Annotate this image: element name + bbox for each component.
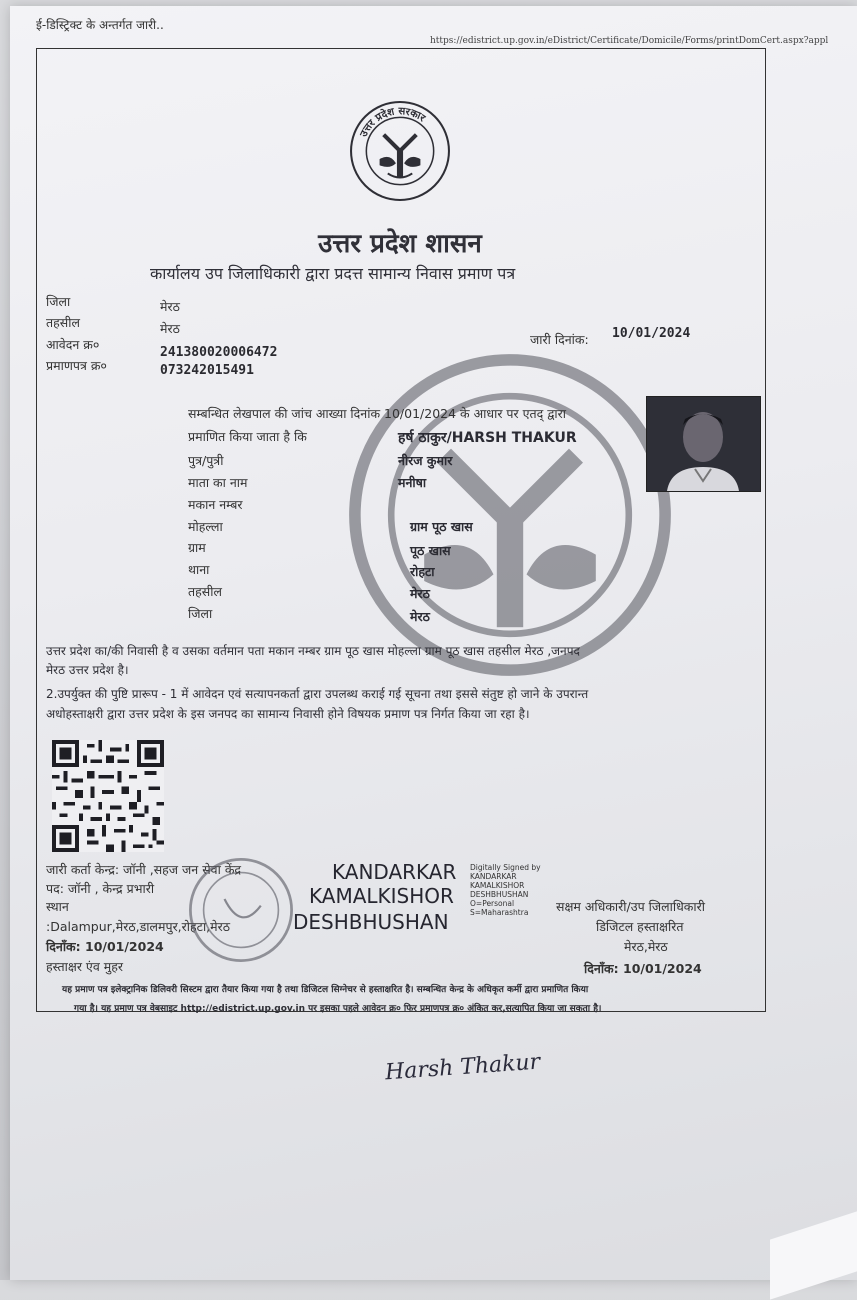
issuer-place-label: स्थान (46, 899, 69, 914)
district-value: मेरठ (160, 299, 180, 314)
body-line-4: अधोहस्ताक्षरी द्वारा उत्तर प्रदेश के इस जनपद का सामान्य निवासी होने विषयक प्रमाण पत्र निर्गत किया जा रहा है। (46, 707, 530, 721)
village-value: पूठ खास (410, 543, 451, 558)
mother-label: माता का नाम (188, 475, 248, 490)
applicant-name: हर्ष ठाकुर/HARSH THAKUR (398, 430, 577, 446)
issuer-post: पद: जॉनी , केन्द्र प्रभारी (46, 881, 155, 896)
footer-line-2: गया है। यह प्रमाण पत्र वेबसाइट http://edistrict.up.gov.in पर इसका पहले आवेदन क्र० फिर प्रमाणपत्र क्र० अंकित कर,सत्यापित किया जा सकता है। (74, 1004, 602, 1014)
officer-digital: डिजिटल हस्ताक्षरित (596, 919, 684, 934)
parent-label: पुत्र/पुत्री (188, 453, 224, 468)
issue-date-label: जारी दिनांक: (530, 332, 589, 347)
header-url: https://edistrict.up.gov.in/eDistrict/Certificate/Domicile/Forms/printDomCert.aspx?appl (430, 36, 829, 46)
qr-code (50, 740, 166, 852)
tehsil-value: मेरठ (160, 321, 180, 336)
centre-stamp (186, 855, 296, 965)
officer-date: दिनाँक: 10/01/2024 (584, 961, 702, 976)
certified-label: प्रमाणित किया जाता है कि (188, 429, 307, 444)
police-station-label: थाना (188, 562, 210, 577)
digital-sign-detail-6: S=Maharashtra (470, 908, 529, 917)
state-title: उत्तर प्रदेश शासन (318, 229, 482, 259)
tehsil-label: तहसील (46, 315, 80, 330)
district-label: जिला (46, 294, 71, 309)
issuer-place-value: :Dalampur,मेरठ,डालमपुर,रोहटा,मेरठ (46, 919, 231, 934)
issuer-date: दिनाँक: 10/01/2024 (46, 939, 164, 954)
officer-place: मेरठ,मेरठ (624, 939, 668, 954)
seal-text: उत्तर प्रदेश सरकार (358, 106, 427, 139)
certificate-subtitle: कार्यालय उप जिलाधिकारी द्वारा प्रदत्त सामान्य निवास प्रमाण पत्र (150, 264, 516, 283)
detail-district-value: मेरठ (410, 609, 430, 624)
office-stamp-watermark (345, 350, 675, 680)
mohalla-value: ग्राम पूठ खास (410, 519, 473, 534)
application-label: आवेदन क्र० (46, 337, 100, 352)
digital-sign-detail-3: KAMALKISHOR (470, 881, 525, 890)
police-station-value: रोहटा (410, 564, 435, 579)
issue-date-value: 10/01/2024 (612, 326, 691, 341)
signer-name-line-2: KAMALKISHOR (309, 884, 454, 908)
issuer-sign-label: हस्ताक्षर एंव मुहर (46, 959, 123, 974)
signer-name-line-3: DESHBHUSHAN (293, 910, 449, 934)
application-number: 241380020006472 (160, 345, 278, 360)
signer-name-line-1: KANDARKAR (332, 860, 457, 884)
certificate-number: 073242015491 (160, 363, 254, 378)
mohalla-label: मोहल्ला (188, 519, 223, 534)
mother-value: मनीषा (398, 475, 427, 490)
person-photo-icon (647, 397, 760, 491)
house-label: मकान नम्बर (188, 497, 243, 512)
detail-tehsil-label: तहसील (188, 584, 222, 599)
digital-sign-detail-4: DESHBHUSHAN (470, 890, 529, 899)
header-note: ई-डिस्ट्रिक्ट के अन्तर्गत जारी.. (36, 18, 164, 32)
issuer-centre: जारी कर्ता केन्द्र: जॉनी ,सहज जन सेवा केंद्र (46, 862, 242, 877)
officer-title: सक्षम अधिकारी/उप जिलाधिकारी (556, 899, 705, 914)
up-government-seal (349, 100, 451, 202)
intro-line: सम्बन्धित लेखपाल की जांच आख्या दिनांक 10/01/2024 के आधार पर एतद् द्वारा (188, 406, 567, 421)
detail-district-label: जिला (188, 606, 213, 621)
digital-sign-detail-2: KANDARKAR (470, 872, 517, 881)
digital-sign-detail-1: Digitally Signed by (470, 863, 541, 872)
body-line-2: मेरठ उत्तर प्रदेश है। (46, 663, 129, 677)
digital-sign-detail-5: O=Personal (470, 899, 515, 908)
certificate-label: प्रमाणपत्र क्र० (46, 358, 107, 373)
body-line-1: उत्तर प्रदेश का/की निवासी है व उसका वर्तमान पता मकान नम्बर ग्राम पूठ खास मोहल्ला ग्राम पूठ खास तहसील मेरठ ,जनपद (46, 644, 580, 658)
body-line-3: 2.उपर्युक्त की पुष्टि प्रारूप - 1 में आवेदन एवं सत्यापनकर्ता द्वारा उपलब्ध कराई गई सूचना तथा इससे संतुष्ट हो जाने के उपरान्त (46, 687, 589, 701)
detail-tehsil-value: मेरठ (410, 586, 430, 601)
handwritten-signature: Harsh Thakur (384, 1049, 541, 1086)
applicant-photo (646, 396, 761, 492)
parent-value: नीरज कुमार (398, 453, 453, 468)
village-label: ग्राम (188, 540, 206, 555)
footer-line-1: यह प्रमाण पत्र इलेक्ट्रानिक डिलिवरी सिस्टम द्वारा तैयार किया गया है तथा डिजिटल सिग्नेचर से हस्ताक्षरित है। सम्बन्धित केन्द्र के अधिकृत कर्मी द्वारा प्रमाणित किया (62, 985, 589, 995)
